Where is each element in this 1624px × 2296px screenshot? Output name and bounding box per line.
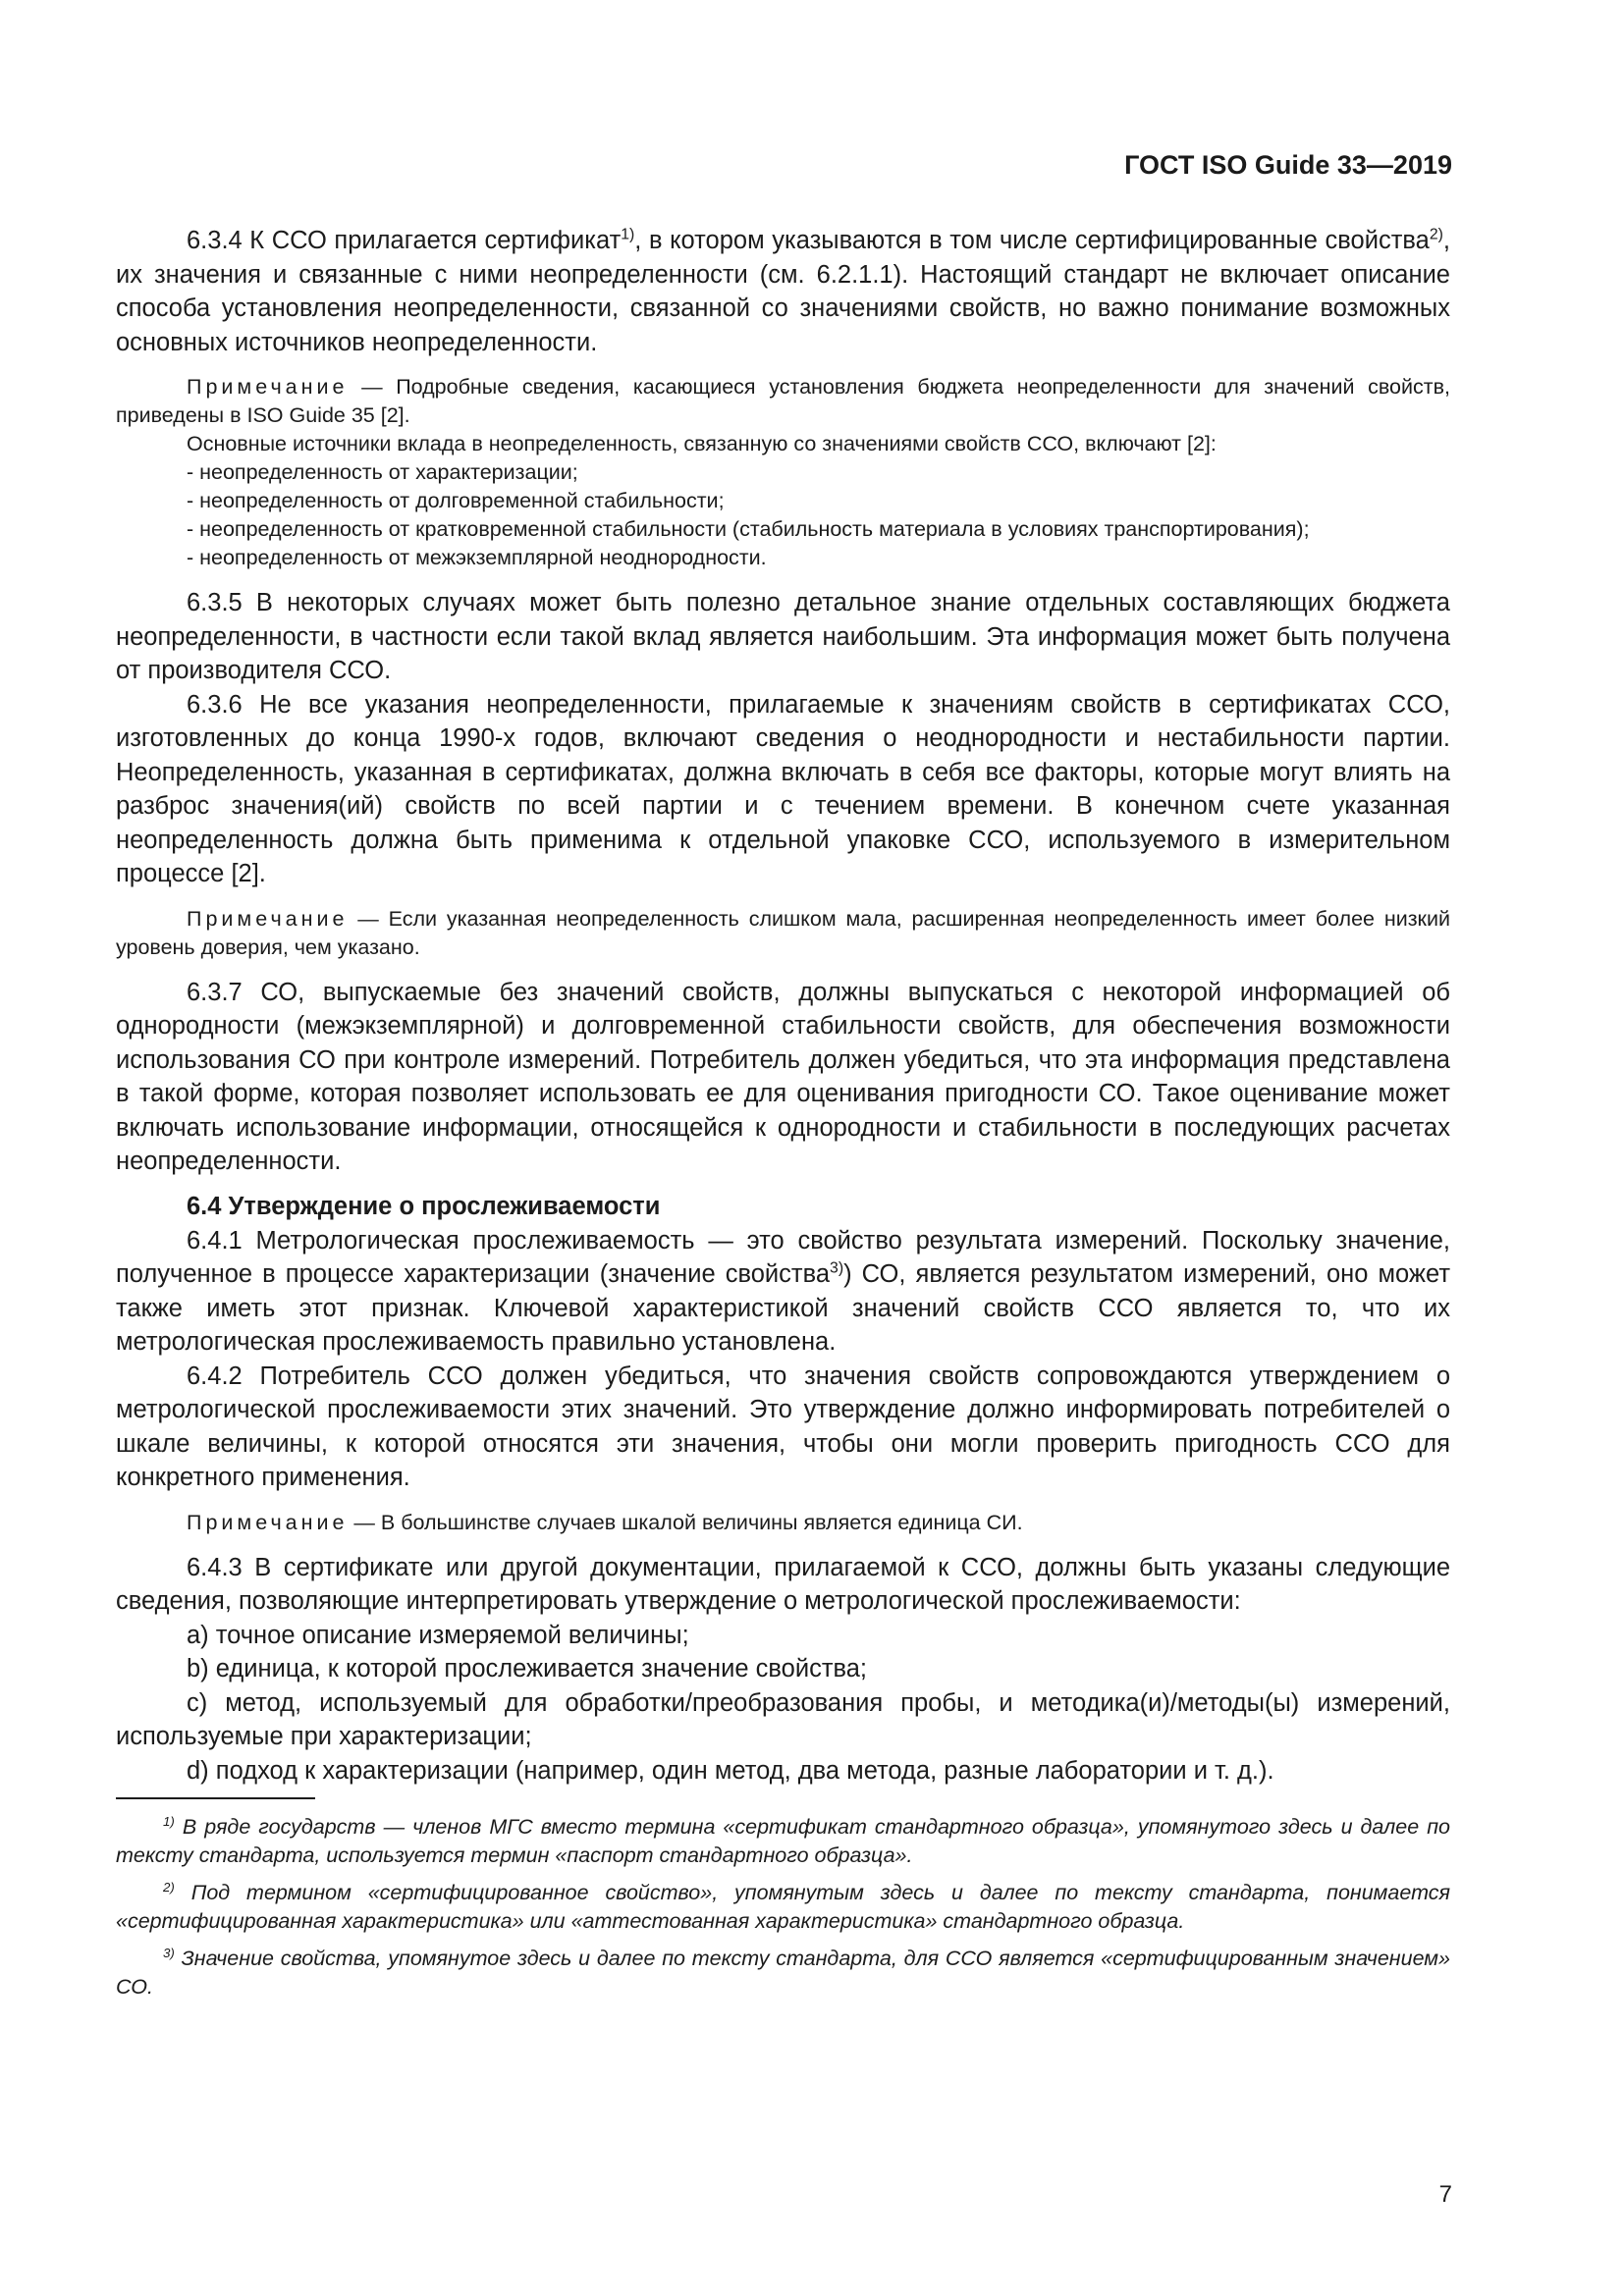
- paragraph-6-3-7: 6.3.7 СО, выпускаемые без значений свойств, должны выпускаться с некоторой информацией об однородности (межэкземплярной) и долговременной стабильности свойств, для обеспечения возможности использования СО при контроле измерений. Потребитель должен убедиться, что эта информация представлена в такой форме, которая позволяет использовать ее для оценивания пригодности СО. Такое оценивание может включать использование информации, относящейся к однородности и стабильности в последующих расчетах неопределенности.: [116, 978, 1450, 1175]
- note-1-list-item: - неопределенность от межэкземплярной неоднородности.: [187, 546, 767, 569]
- section-heading-6-4: 6.4 Утверждение о прослеживаемости: [187, 1192, 661, 1220]
- paragraph-6-3-4: [116, 224, 1450, 359]
- footnote-3: [116, 1945, 1450, 2002]
- paragraph-text: , в котором указываются в том числе сертифицированные свойства: [634, 227, 1430, 254]
- note-1-list-item: - неопределенность от долговременной стабильности;: [187, 489, 725, 512]
- footnote-text: Значение свойства, упомянутое здесь и далее по тексту стандарта, для ССО является «сертифицированным значением» СО.: [116, 1947, 1450, 1999]
- paragraph-6-4-3: 6.4.3 В сертификате или другой документации, прилагаемой к ССО, должны быть указаны следующие сведения, позволяющие интерпретировать утверждение о метрологической прослеживаемости:: [116, 1553, 1450, 1615]
- document-header: ГОСТ ISO Guide 33—2019: [1124, 150, 1452, 180]
- list-item-c: c) метод, используемый для обработки/преобразования пробы, и методика(и)/методы(ы) измерений, используемые при характеризации;: [116, 1688, 1450, 1750]
- note-text: — В большинстве случаев шкалой величины является единица СИ.: [348, 1510, 1023, 1534]
- paragraph-text: 6.3.4 К ССО прилагается сертификат: [187, 227, 622, 254]
- footnote-text: В ряде государств — членов МГС вместо термина «сертификат стандартного образца», упомянутого здесь и далее по тексту стандарта, используется термин «паспорт стандартного образца».: [116, 1815, 1450, 1867]
- footnote-1: [116, 1813, 1450, 1870]
- footnote-separator: [116, 1797, 315, 1799]
- footnote-mark: 3): [163, 1945, 175, 1960]
- note-label: Примечание: [187, 906, 349, 931]
- paragraph-6-4-2: 6.4.2 Потребитель ССО должен убедиться, что значения свойств сопровождаются утверждением о метрологической прослеживаемости этих значений. Это утверждение должно информировать потребителей о шкале величины, к которой относятся эти значения, чтобы они могли проверить пригодность ССО для конкретного применения.: [116, 1362, 1450, 1491]
- footnote-mark: 1): [163, 1813, 175, 1829]
- note-text: — Если указанная неопределенность слишком мала, расширенная неопределенность имеет более низкий уровень доверия, чем указано.: [116, 906, 1450, 959]
- paragraph-6-3-5: 6.3.5 В некоторых случаях может быть полезно детальное знание отдельных составляющих бюджета неопределенности, в частности если такой вклад является наибольшим. Эта информация может быть получена от производителя ССО.: [116, 589, 1450, 684]
- list-item-b: b) единица, к которой прослеживается значение свойства;: [187, 1655, 868, 1682]
- note-text: — Подробные сведения, касающиеся установления бюджета неопределенности для значений свойств, приведены в ISO Guide 35 [2].: [116, 375, 1450, 427]
- list-item-d: d) подход к характеризации (например, один метод, два метода, разные лаборатории и т. д.).: [187, 1756, 1274, 1785]
- note-1-list-item: - неопределенность от кратковременной стабильности (стабильность материала в условиях транспортирования);: [187, 517, 1310, 541]
- page-content: [116, 224, 1450, 2002]
- footnote-mark: 2): [163, 1879, 175, 1895]
- note-1-list-item: - неопределенность от характеризации;: [187, 460, 578, 484]
- note-label: Примечание: [187, 1510, 349, 1534]
- note-2: [116, 905, 1450, 962]
- footnote-ref-2: 2): [1429, 226, 1443, 243]
- paragraph-text: ) СО, является результатом измерений, оно может также иметь этот признак. Ключевой характеристикой значений свойств ССО является то, что их метрологическая прослеживаемость правильно установлена.: [116, 1260, 1450, 1356]
- paragraph-6-3-6: 6.3.6 Не все указания неопределенности, прилагаемые к значениям свойств в сертификатах ССО, изготовленных до конца 1990-х годов, включают сведения о неоднородности и нестабильности партии. Неопределенность, указанная в сертификатах, должна включать в себя все факторы, которые могут влиять на разброс значения(ий) свойств по всей партии и с течением времени. В конечном счете указанная неопределенность должна быть применима к отдельной упаковке ССО, используемого в измерительном процессе [2].: [116, 690, 1450, 887]
- paragraph-text: , их значения и связанные с ними неопределенности (см. 6.2.1.1). Настоящий стандарт не включает описание способа установления неопределенности, связанной со значениями свойств, но важно понимание возможных основных источников неопределенности.: [116, 227, 1450, 356]
- footnote-ref-3: 3): [830, 1259, 844, 1277]
- note-label: Примечание: [187, 375, 349, 399]
- footnote-2: [116, 1879, 1450, 1936]
- paragraph-6-4-1: [116, 1224, 1450, 1360]
- list-item-a: a) точное описание измеряемой величины;: [187, 1621, 689, 1649]
- page-number: 7: [1438, 2181, 1452, 2208]
- footnote-ref-1: 1): [621, 226, 635, 243]
- paragraph-text: 6.4.1 Метрологическая прослеживаемость — это свойство результата измерений. Поскольку значение, полученное в процессе характеризации (значение свойства: [116, 1226, 1450, 1288]
- note-1: [116, 373, 1450, 430]
- note-3: [116, 1509, 1450, 1537]
- note-1-sources-intro: Основные источники вклада в неопределенность, связанную со значениями свойств ССО, включают [2]:: [187, 432, 1217, 455]
- footnote-text: Под термином «сертифицированное свойство», упомянутым здесь и далее по тексту стандарта, понимается «сертифицированная характеристика» или «аттестованная характеристика» стандартного образца.: [116, 1881, 1450, 1933]
